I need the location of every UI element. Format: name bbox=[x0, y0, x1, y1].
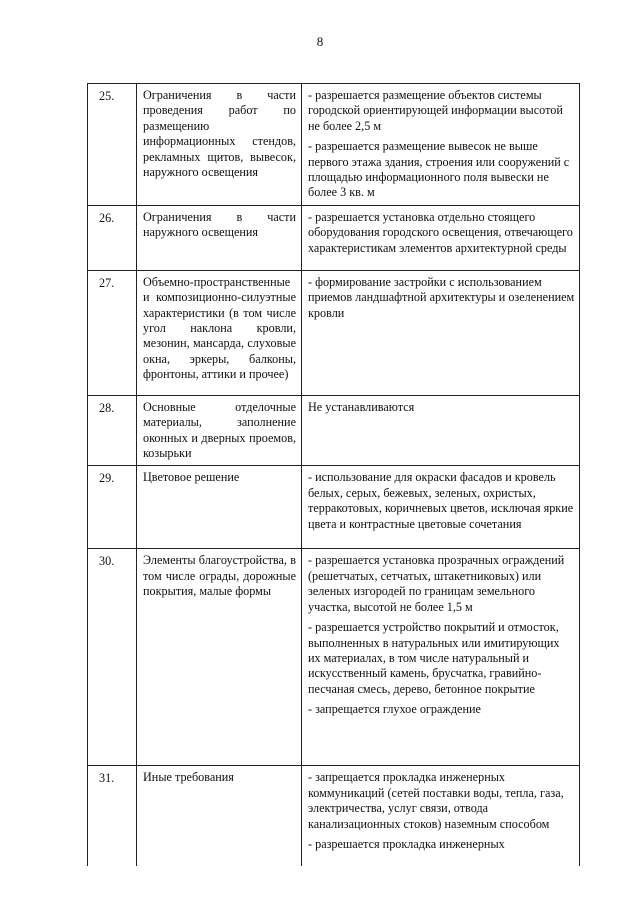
requirement-text: - использование для окраски фасадов и кровель белых, серых, бежевых, зеленых, охристых, терракотовых, коричневых цветов, исключая яркие цвета и контрастные цветовые сочетания bbox=[308, 470, 574, 531]
row-requirements bbox=[302, 205, 580, 270]
table-row bbox=[88, 205, 580, 270]
row-number: 30. bbox=[88, 549, 137, 766]
row-name: Основные отделочные материалы, заполнение оконных и дверных проемов, козырьки bbox=[137, 395, 302, 466]
requirement-text: - формирование застройки с использованием приемов ландшафтной архитектуры и озеленением кровли bbox=[308, 274, 575, 320]
row-requirements bbox=[302, 466, 580, 549]
row-requirements bbox=[302, 766, 580, 866]
table-row bbox=[88, 395, 580, 466]
requirement-text: - разрешается размещение вывесок не выше первого этажа здания, строения или сооружений с площадью информационного поля вывески не более 3 кв. м bbox=[308, 139, 570, 200]
row-requirements bbox=[302, 270, 580, 395]
row-number: 26. bbox=[88, 205, 137, 270]
requirement-text: - запрещается глухое ограждение bbox=[308, 702, 481, 717]
table-row bbox=[88, 466, 580, 549]
page-number: 8 bbox=[316, 34, 324, 49]
requirement-text: - разрешается размещение объектов системы городской ориентирующей информации высотой не более 2,5 м bbox=[308, 88, 563, 133]
row-requirements bbox=[302, 549, 580, 766]
row-number: 31. bbox=[88, 766, 137, 866]
row-name: Ограничения в части проведения работ по размещению информационных стендов, рекламных щитов, вывесок, наружного освещения bbox=[137, 84, 302, 206]
table-row bbox=[88, 766, 580, 866]
requirement-text: - разрешается установка прозрачных ограждений (решетчатых, сетчатых, штакетниковых) или зеленых изгородей по границам земельного участка, высотой не более 1,5 м bbox=[308, 553, 565, 614]
requirements-table bbox=[87, 83, 580, 866]
requirement-text: Не устанавливаются bbox=[308, 399, 415, 414]
row-name: Объемно-пространственные и композиционно-силуэтные характеристики (в том числе угол наклона кровли, мезонин, мансарда, слуховые окна, эркеры, балконы, фронтоны, аттики и прочее) bbox=[137, 270, 302, 395]
row-name: Ограничения в части наружного освещения bbox=[137, 205, 302, 270]
row-number: 29. bbox=[88, 466, 137, 549]
table-row bbox=[88, 270, 580, 395]
row-number: 25. bbox=[88, 84, 137, 206]
row-number: 28. bbox=[88, 395, 137, 466]
table-row bbox=[88, 84, 580, 206]
requirement-text: - разрешается устройство покрытий и отмосток, выполненных в натуральных или имитирующих их материалах, в том числе натуральный и искусственный камень, брусчатка, гравийно-песчаная смесь, дерево, бетонное покрытие bbox=[308, 620, 560, 696]
requirement-text: - разрешается установка отдельно стоящего оборудования городского освещения, отвечающего характеристикам элементов архитектурной среды bbox=[308, 209, 573, 255]
row-number: 27. bbox=[88, 270, 137, 395]
requirement-text: - запрещается прокладка инженерных коммуникаций (сетей поставки воды, тепла, газа, электричества, услуг связи, отвода канализационных стоков) наземным способом bbox=[308, 770, 564, 831]
row-requirements bbox=[302, 395, 580, 466]
row-requirements bbox=[302, 84, 580, 206]
row-name: Цветовое решение bbox=[137, 466, 302, 549]
table-row bbox=[88, 549, 580, 766]
row-name: Иные требования bbox=[137, 766, 302, 866]
row-name: Элементы благоустройства, в том числе ограды, дорожные покрытия, малые формы bbox=[137, 549, 302, 766]
requirement-text: - разрешается прокладка инженерных bbox=[308, 837, 505, 852]
